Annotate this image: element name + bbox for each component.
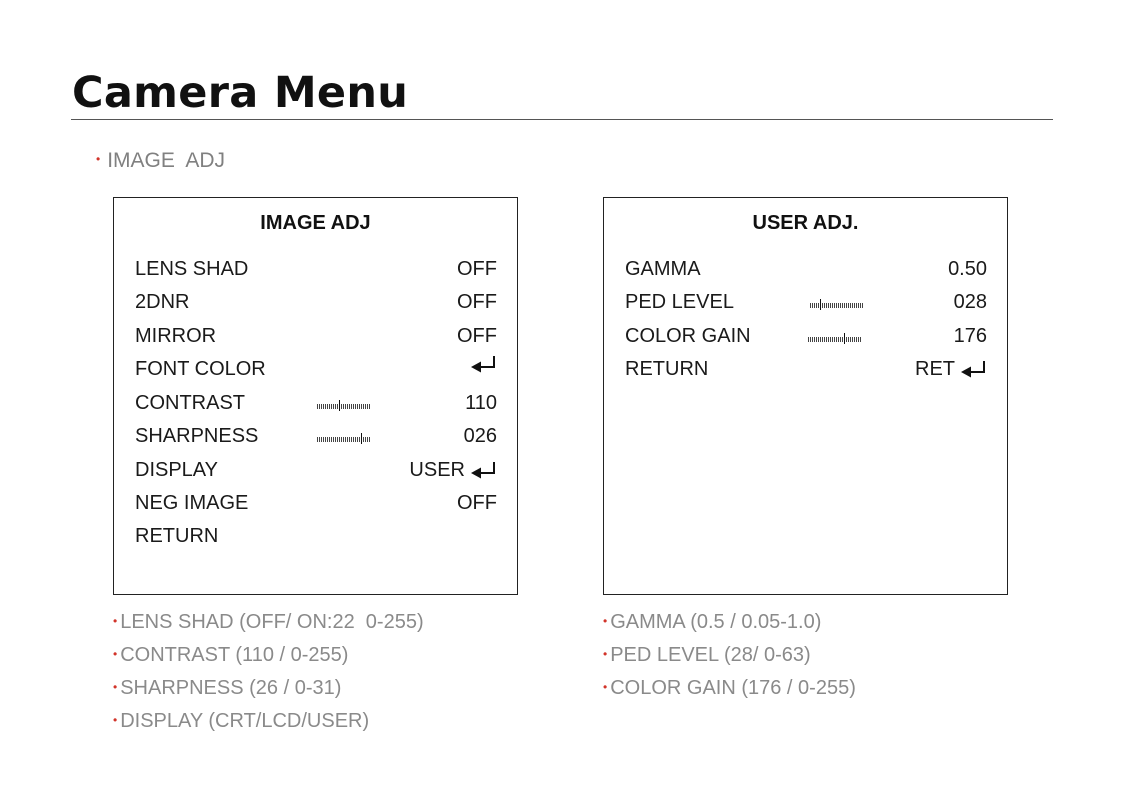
row-label: COLOR GAIN <box>625 325 751 347</box>
menu-row-ped-level[interactable] <box>625 287 987 317</box>
slider-tick <box>363 404 364 409</box>
slider-tick <box>321 437 322 442</box>
note-item <box>113 640 424 673</box>
row-value-wrap <box>457 287 497 317</box>
bullet-dot: • <box>603 613 608 628</box>
slider-tick <box>363 437 364 442</box>
sharpness-slider[interactable] <box>317 434 372 442</box>
slider-tick <box>862 303 863 308</box>
section-label-text: IMAGE ADJ <box>107 149 226 172</box>
menu-row-return[interactable] <box>625 354 987 384</box>
note-item <box>113 607 424 640</box>
slider-tick <box>840 303 841 308</box>
image-adj-menu <box>113 197 518 595</box>
slider-tick <box>349 437 350 442</box>
row-value: RET <box>915 358 955 380</box>
slider-tick <box>337 404 338 409</box>
slider-tick <box>846 303 847 308</box>
row-value-wrap <box>948 254 987 284</box>
slider-tick <box>359 437 360 442</box>
slider-tick <box>810 303 811 308</box>
slider-tick <box>331 404 332 409</box>
slider-tick <box>824 337 825 342</box>
bullet-dot: • <box>113 712 118 727</box>
slider-tick <box>353 404 354 409</box>
user-adj-menu <box>603 197 1008 595</box>
note-text: GAMMA (0.5 / 0.05-1.0) <box>610 611 822 633</box>
row-label: NEG IMAGE <box>135 492 249 514</box>
row-label: PED LEVEL <box>625 291 734 313</box>
row-label: SHARPNESS <box>135 425 259 447</box>
slider-tick <box>339 437 340 442</box>
slider-tick <box>836 303 837 308</box>
slider-tick <box>351 404 352 409</box>
slider-tick <box>824 303 825 308</box>
slider-tick <box>367 437 368 442</box>
slider-tick <box>834 303 835 308</box>
color-gain-slider[interactable] <box>808 334 863 342</box>
menu-row-lens-shad[interactable] <box>135 254 497 284</box>
user-adj-title: USER ADJ. <box>752 212 859 234</box>
slider-tick <box>848 337 849 342</box>
slider-tick <box>838 303 839 308</box>
bullet-dot: • <box>113 613 118 628</box>
slider-tick <box>329 404 330 409</box>
note-text: LENS SHAD (OFF/ ON:22 0-255) <box>120 611 424 633</box>
image-adj-title: IMAGE ADJ <box>260 212 371 234</box>
note-item <box>603 640 856 673</box>
row-label: RETURN <box>135 525 219 547</box>
slider-tick <box>321 404 322 409</box>
slider-thumb <box>361 433 362 444</box>
menu-row-font-color[interactable] <box>135 354 497 384</box>
user-adj-notes <box>603 607 856 706</box>
note-item <box>603 673 856 706</box>
slider-tick <box>828 337 829 342</box>
slider-tick <box>860 337 861 342</box>
slider-tick <box>852 303 853 308</box>
row-value: OFF <box>457 492 497 514</box>
menu-row-2dnr[interactable] <box>135 287 497 317</box>
ped-level-slider[interactable] <box>810 300 865 308</box>
slider-tick <box>369 404 370 409</box>
slider-tick <box>355 404 356 409</box>
image-adj-notes <box>113 607 424 739</box>
slider-tick <box>331 437 332 442</box>
slider-tick <box>347 404 348 409</box>
slider-tick <box>335 437 336 442</box>
slider-thumb <box>844 333 845 344</box>
slider-tick <box>858 337 859 342</box>
slider-tick <box>836 337 837 342</box>
row-label: FONT COLOR <box>135 358 266 380</box>
slider-tick <box>319 404 320 409</box>
slider-tick <box>826 303 827 308</box>
row-label: MIRROR <box>135 325 217 347</box>
slider-tick <box>808 337 809 342</box>
slider-tick <box>323 404 324 409</box>
slider-tick <box>846 337 847 342</box>
slider-tick <box>323 437 324 442</box>
slider-tick <box>840 337 841 342</box>
slider-tick <box>357 404 358 409</box>
bullet-dot: • <box>113 646 118 661</box>
slider-tick <box>335 404 336 409</box>
slider-tick <box>850 337 851 342</box>
slider-tick <box>858 303 859 308</box>
slider-tick <box>818 337 819 342</box>
menu-row-return[interactable] <box>135 521 497 551</box>
row-value-wrap <box>457 488 497 518</box>
slider-tick <box>830 337 831 342</box>
menu-row-gamma[interactable] <box>625 254 987 284</box>
menu-row-color-gain[interactable] <box>625 321 987 351</box>
row-value-wrap <box>465 388 497 418</box>
slider-tick <box>325 437 326 442</box>
row-value: OFF <box>457 291 497 313</box>
slider-tick <box>345 437 346 442</box>
enter-arrow-icon <box>471 460 497 480</box>
row-label: LENS SHAD <box>135 258 249 280</box>
row-value: USER <box>409 459 465 481</box>
note-text: COLOR GAIN (176 / 0-255) <box>610 677 856 699</box>
slider-tick <box>365 437 366 442</box>
slider-tick <box>834 337 835 342</box>
note-text: SHARPNESS (26 / 0-31) <box>120 677 342 699</box>
row-value: 028 <box>953 291 987 313</box>
slider-tick <box>333 404 334 409</box>
slider-thumb <box>339 400 340 411</box>
row-value-wrap <box>457 321 497 351</box>
row-value-wrap <box>915 354 987 384</box>
slider-tick <box>826 337 827 342</box>
row-value-wrap <box>471 354 497 374</box>
slider-tick <box>369 437 370 442</box>
row-value-wrap <box>954 287 987 317</box>
slider-tick <box>359 404 360 409</box>
slider-tick <box>854 303 855 308</box>
row-label: 2DNR <box>135 291 190 313</box>
slider-tick <box>319 437 320 442</box>
row-label: DISPLAY <box>135 459 218 481</box>
bullet-dot: • <box>603 646 608 661</box>
slider-tick <box>327 404 328 409</box>
slider-tick <box>814 337 815 342</box>
slider-tick <box>347 437 348 442</box>
note-text: PED LEVEL (28/ 0-63) <box>610 644 811 666</box>
slider-tick <box>818 303 819 308</box>
slider-tick <box>337 437 338 442</box>
menu-row-display[interactable] <box>135 455 497 485</box>
slider-tick <box>355 437 356 442</box>
note-text: CONTRAST (110 / 0-255) <box>120 644 349 666</box>
slider-tick <box>852 337 853 342</box>
slider-tick <box>353 437 354 442</box>
slider-tick <box>351 437 352 442</box>
row-value: 176 <box>953 325 987 347</box>
row-value-wrap <box>409 455 497 485</box>
slider-tick <box>832 337 833 342</box>
slider-tick <box>848 303 849 308</box>
enter-arrow-icon <box>471 354 497 374</box>
slider-tick <box>832 303 833 308</box>
slider-tick <box>810 337 811 342</box>
slider-tick <box>327 437 328 442</box>
slider-tick <box>333 437 334 442</box>
slider-tick <box>361 404 362 409</box>
row-value-wrap <box>954 321 987 351</box>
bullet-dot: • <box>96 152 101 167</box>
slider-tick <box>830 303 831 308</box>
slider-tick <box>844 303 845 308</box>
title-divider <box>71 119 1053 120</box>
slider-tick <box>838 337 839 342</box>
slider-tick <box>828 303 829 308</box>
note-text: DISPLAY (CRT/LCD/USER) <box>120 710 370 732</box>
slider-tick <box>349 404 350 409</box>
slider-tick <box>842 303 843 308</box>
slider-tick <box>317 404 318 409</box>
slider-tick <box>816 303 817 308</box>
slider-tick <box>357 437 358 442</box>
row-label: CONTRAST <box>135 392 245 414</box>
note-item <box>113 673 424 706</box>
note-item <box>113 706 424 739</box>
row-value: 0.50 <box>948 258 987 280</box>
row-label: GAMMA <box>625 258 701 280</box>
slider-tick <box>812 303 813 308</box>
slider-tick <box>329 437 330 442</box>
slider-tick <box>850 303 851 308</box>
slider-tick <box>860 303 861 308</box>
slider-tick <box>842 337 843 342</box>
menu-row-sharpness[interactable] <box>135 421 497 451</box>
row-value: 110 <box>465 392 497 414</box>
slider-tick <box>343 437 344 442</box>
section-label <box>96 149 225 173</box>
row-label: RETURN <box>625 358 709 380</box>
slider-tick <box>343 404 344 409</box>
slider-tick <box>367 404 368 409</box>
row-value-wrap <box>457 254 497 284</box>
menu-row-neg-image[interactable] <box>135 488 497 518</box>
page-title: Camera Menu <box>72 68 409 118</box>
row-value: 026 <box>463 425 497 447</box>
slider-tick <box>345 404 346 409</box>
slider-tick <box>820 337 821 342</box>
slider-tick <box>812 337 813 342</box>
slider-tick <box>816 337 817 342</box>
bullet-dot: • <box>603 679 608 694</box>
menu-row-contrast[interactable] <box>135 388 497 418</box>
menu-row-mirror[interactable] <box>135 321 497 351</box>
row-value: OFF <box>457 258 497 280</box>
slider-tick <box>822 303 823 308</box>
row-value: OFF <box>457 325 497 347</box>
slider-tick <box>814 303 815 308</box>
slider-tick <box>341 437 342 442</box>
slider-tick <box>341 404 342 409</box>
bullet-dot: • <box>113 679 118 694</box>
slider-tick <box>856 337 857 342</box>
slider-tick <box>854 337 855 342</box>
slider-tick <box>325 404 326 409</box>
slider-tick <box>856 303 857 308</box>
slider-tick <box>317 437 318 442</box>
contrast-slider[interactable] <box>317 401 372 409</box>
note-item <box>603 607 856 640</box>
slider-thumb <box>820 299 821 310</box>
enter-arrow-icon <box>961 359 987 379</box>
row-value-wrap <box>464 421 497 451</box>
slider-tick <box>822 337 823 342</box>
slider-tick <box>365 404 366 409</box>
